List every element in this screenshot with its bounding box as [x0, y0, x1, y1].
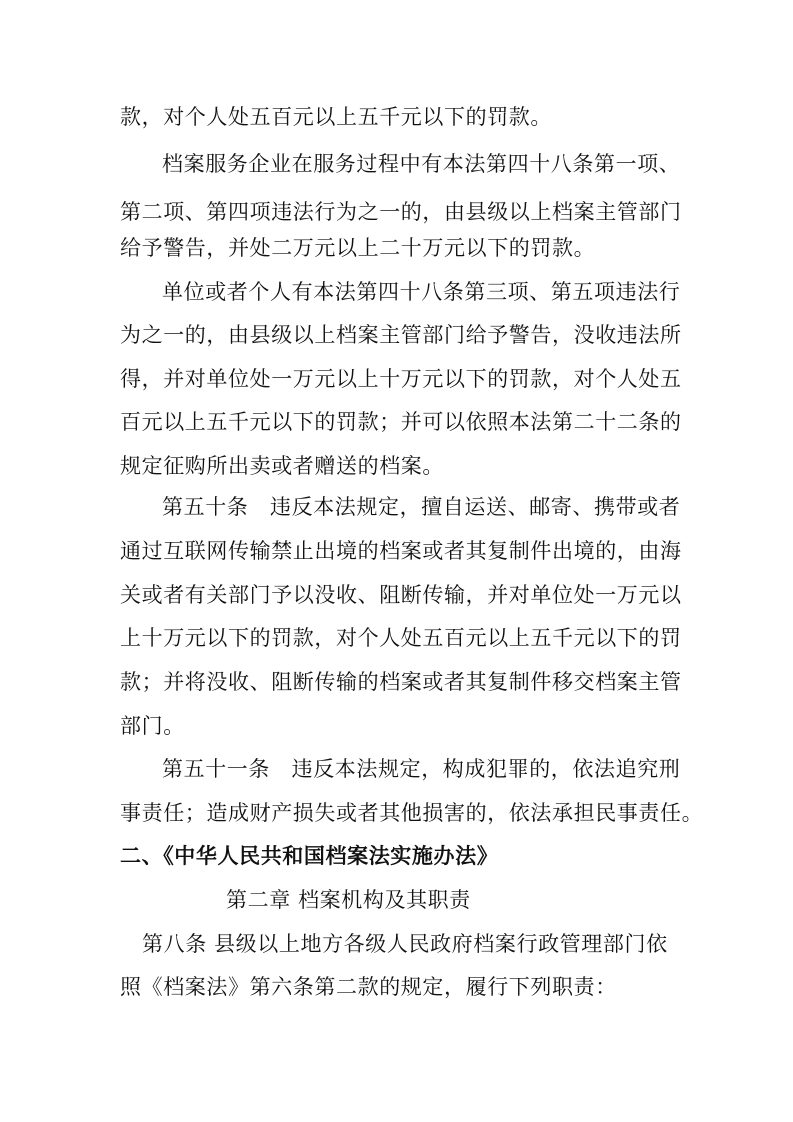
- text-line: 第二项、第四项违法行为之一的，由县级以上档案主管部门: [120, 200, 682, 224]
- text-line: 单位或者个人有本法第四十八条第三项、第五项违法行: [162, 280, 681, 304]
- text-line: 照《档案法》第六条第二款的规定，履行下列职责：: [120, 975, 617, 999]
- text-line: 给予警告，并处二万元以上二十万元以下的罚款。: [120, 236, 596, 260]
- article-8: 第八条 县级以上地方各级人民政府档案行政管理部门依: [142, 932, 668, 956]
- text-line: 部门。: [120, 714, 185, 738]
- text-line: 款；并将没收、阻断传输的档案或者其复制件移交档案主管: [120, 670, 682, 694]
- text-line: 为之一的，由县级以上档案主管部门给予警告，没收违法所: [120, 323, 682, 347]
- section-heading: 二、《中华人民共和国档案法实施办法》: [120, 843, 499, 868]
- text-line: 档案服务企业在服务过程中有本法第四十八条第一项、: [162, 152, 681, 176]
- text-line: 关或者有关部门予以没收、阻断传输，并对单位处一万元以: [120, 583, 682, 607]
- article-50: 第五十条 违反本法规定，擅自运送、邮寄、携带或者: [162, 495, 681, 519]
- text-line: 百元以上五千元以下的罚款；并可以依照本法第二十二条的: [120, 410, 682, 434]
- article-51: 第五十一条 违反本法规定，构成犯罪的，依法追究刑: [162, 757, 681, 781]
- text-line: 款，对个人处五百元以上五千元以下的罚款。: [120, 105, 552, 129]
- chapter-title: 第二章 档案机构及其职责: [226, 888, 471, 912]
- text-line: 得，并对单位处一万元以上十万元以下的罚款，对个人处五: [120, 367, 682, 391]
- text-line: 事责任；造成财产损失或者其他损害的，依法承担民事责任。: [120, 801, 704, 825]
- text-line: 通过互联网传输禁止出境的档案或者其复制件出境的，由海: [120, 539, 682, 563]
- text-line: 规定征购所出卖或者赠送的档案。: [120, 454, 444, 478]
- text-line: 上十万元以下的罚款，对个人处五百元以上五千元以下的罚: [120, 626, 682, 650]
